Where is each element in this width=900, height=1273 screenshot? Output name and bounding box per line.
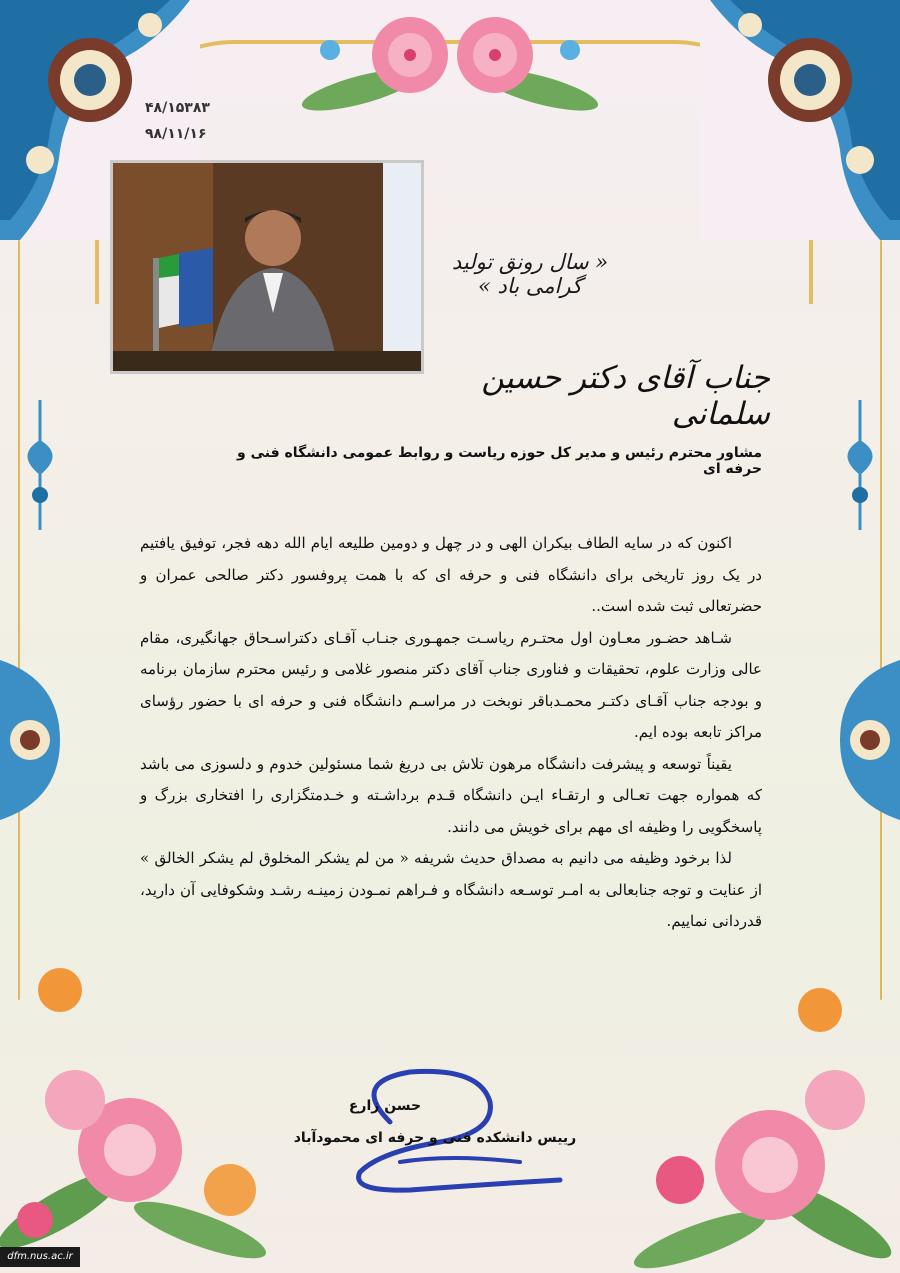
corner-ornament-top-right	[700, 0, 900, 240]
letter-body	[140, 528, 762, 938]
top-flower-bouquet	[270, 0, 630, 130]
side-ornament-right	[830, 400, 890, 530]
year-slogan: « سال رونق تولید گرامی باد »	[451, 250, 609, 298]
recipient-photo	[110, 160, 424, 374]
footer-site-link[interactable]: dfm.nus.ac.ir	[0, 1247, 80, 1267]
recipient-position: مشاور محترم رئیس و مدیر کل حوزه ریاست و روابط عمومی دانشگاه فنی و حرفه ای	[237, 445, 762, 477]
signer-name: حسن زارع	[348, 1098, 422, 1114]
signer-title: رییس دانشکده فنی و حرفه ای محمودآباد	[293, 1130, 577, 1146]
bottom-left-flowers	[0, 960, 290, 1273]
letter-number: ۴۸/۱۵۳۸۳	[145, 100, 210, 116]
gold-frame-left	[18, 240, 20, 1000]
gold-frame-right	[880, 240, 882, 1000]
recipient-honorific: جناب آقای دکتر حسین سلمانی	[481, 360, 770, 432]
side-tile-right	[830, 660, 900, 820]
body-paragraph: لذا برخود وظیفه می دانیم به مصداق حدیث شریفه « من لم یشکر المخلوق لم یشکر الخالق » از عنایت و توجه جنابعالی به امـر توسـعه دانشگاه و فـراهم نمـودن زمینـه رشـد وشکوفایی آن دارید، قدردانی نماییم.	[140, 849, 762, 930]
body-paragraph: اکنون که در سایه الطاف بیکران الهی و در چهل و دومین طلیعه ایام الله دهه فجر، توفیق یافتیم در یک روز تاریخی برای دانشگاه فنی و حرفه ای که با همت پروفسور دکتر صالحی عمران و حضرتعالی ثبت شده است..	[140, 534, 762, 615]
side-ornament-left	[10, 400, 70, 530]
letter-date: ۹۸/۱۱/۱۶	[145, 126, 207, 142]
body-paragraph: یقیناً توسعه و پیشرفت دانشگاه مرهون تلاش بی دریغ شما مسئولین خدوم و دلسوزی می باشد که همواره جهت تعـالی و ارتقـاء ایـن دانشگاه قـدم برداشـته و خـدمتگزاری را افتخاری بزرگ و پاسخگویی را وظیفه ای مهم برای خویش می دانند.	[140, 754, 762, 836]
body-paragraph: شـاهد حضـور معـاون اول محتـرم ریاسـت جمهـوری جنـاب آقـای دکتراسـحاق جهانگیری، مقام عالی وزارت علوم، تحقیقات و فناوری جناب آقای دکتر منصور غلامی و رئیس محترم سازمان برنامه و بودجه جناب آقـای دکتـر محمـدباقر نوبخت در مراسـم دانشگاه فنی و حرفه ای با حضور رؤسای مراکز تابعه بوده ایم.	[140, 628, 762, 741]
side-tile-left	[0, 660, 70, 820]
bottom-right-flowers	[620, 980, 900, 1273]
